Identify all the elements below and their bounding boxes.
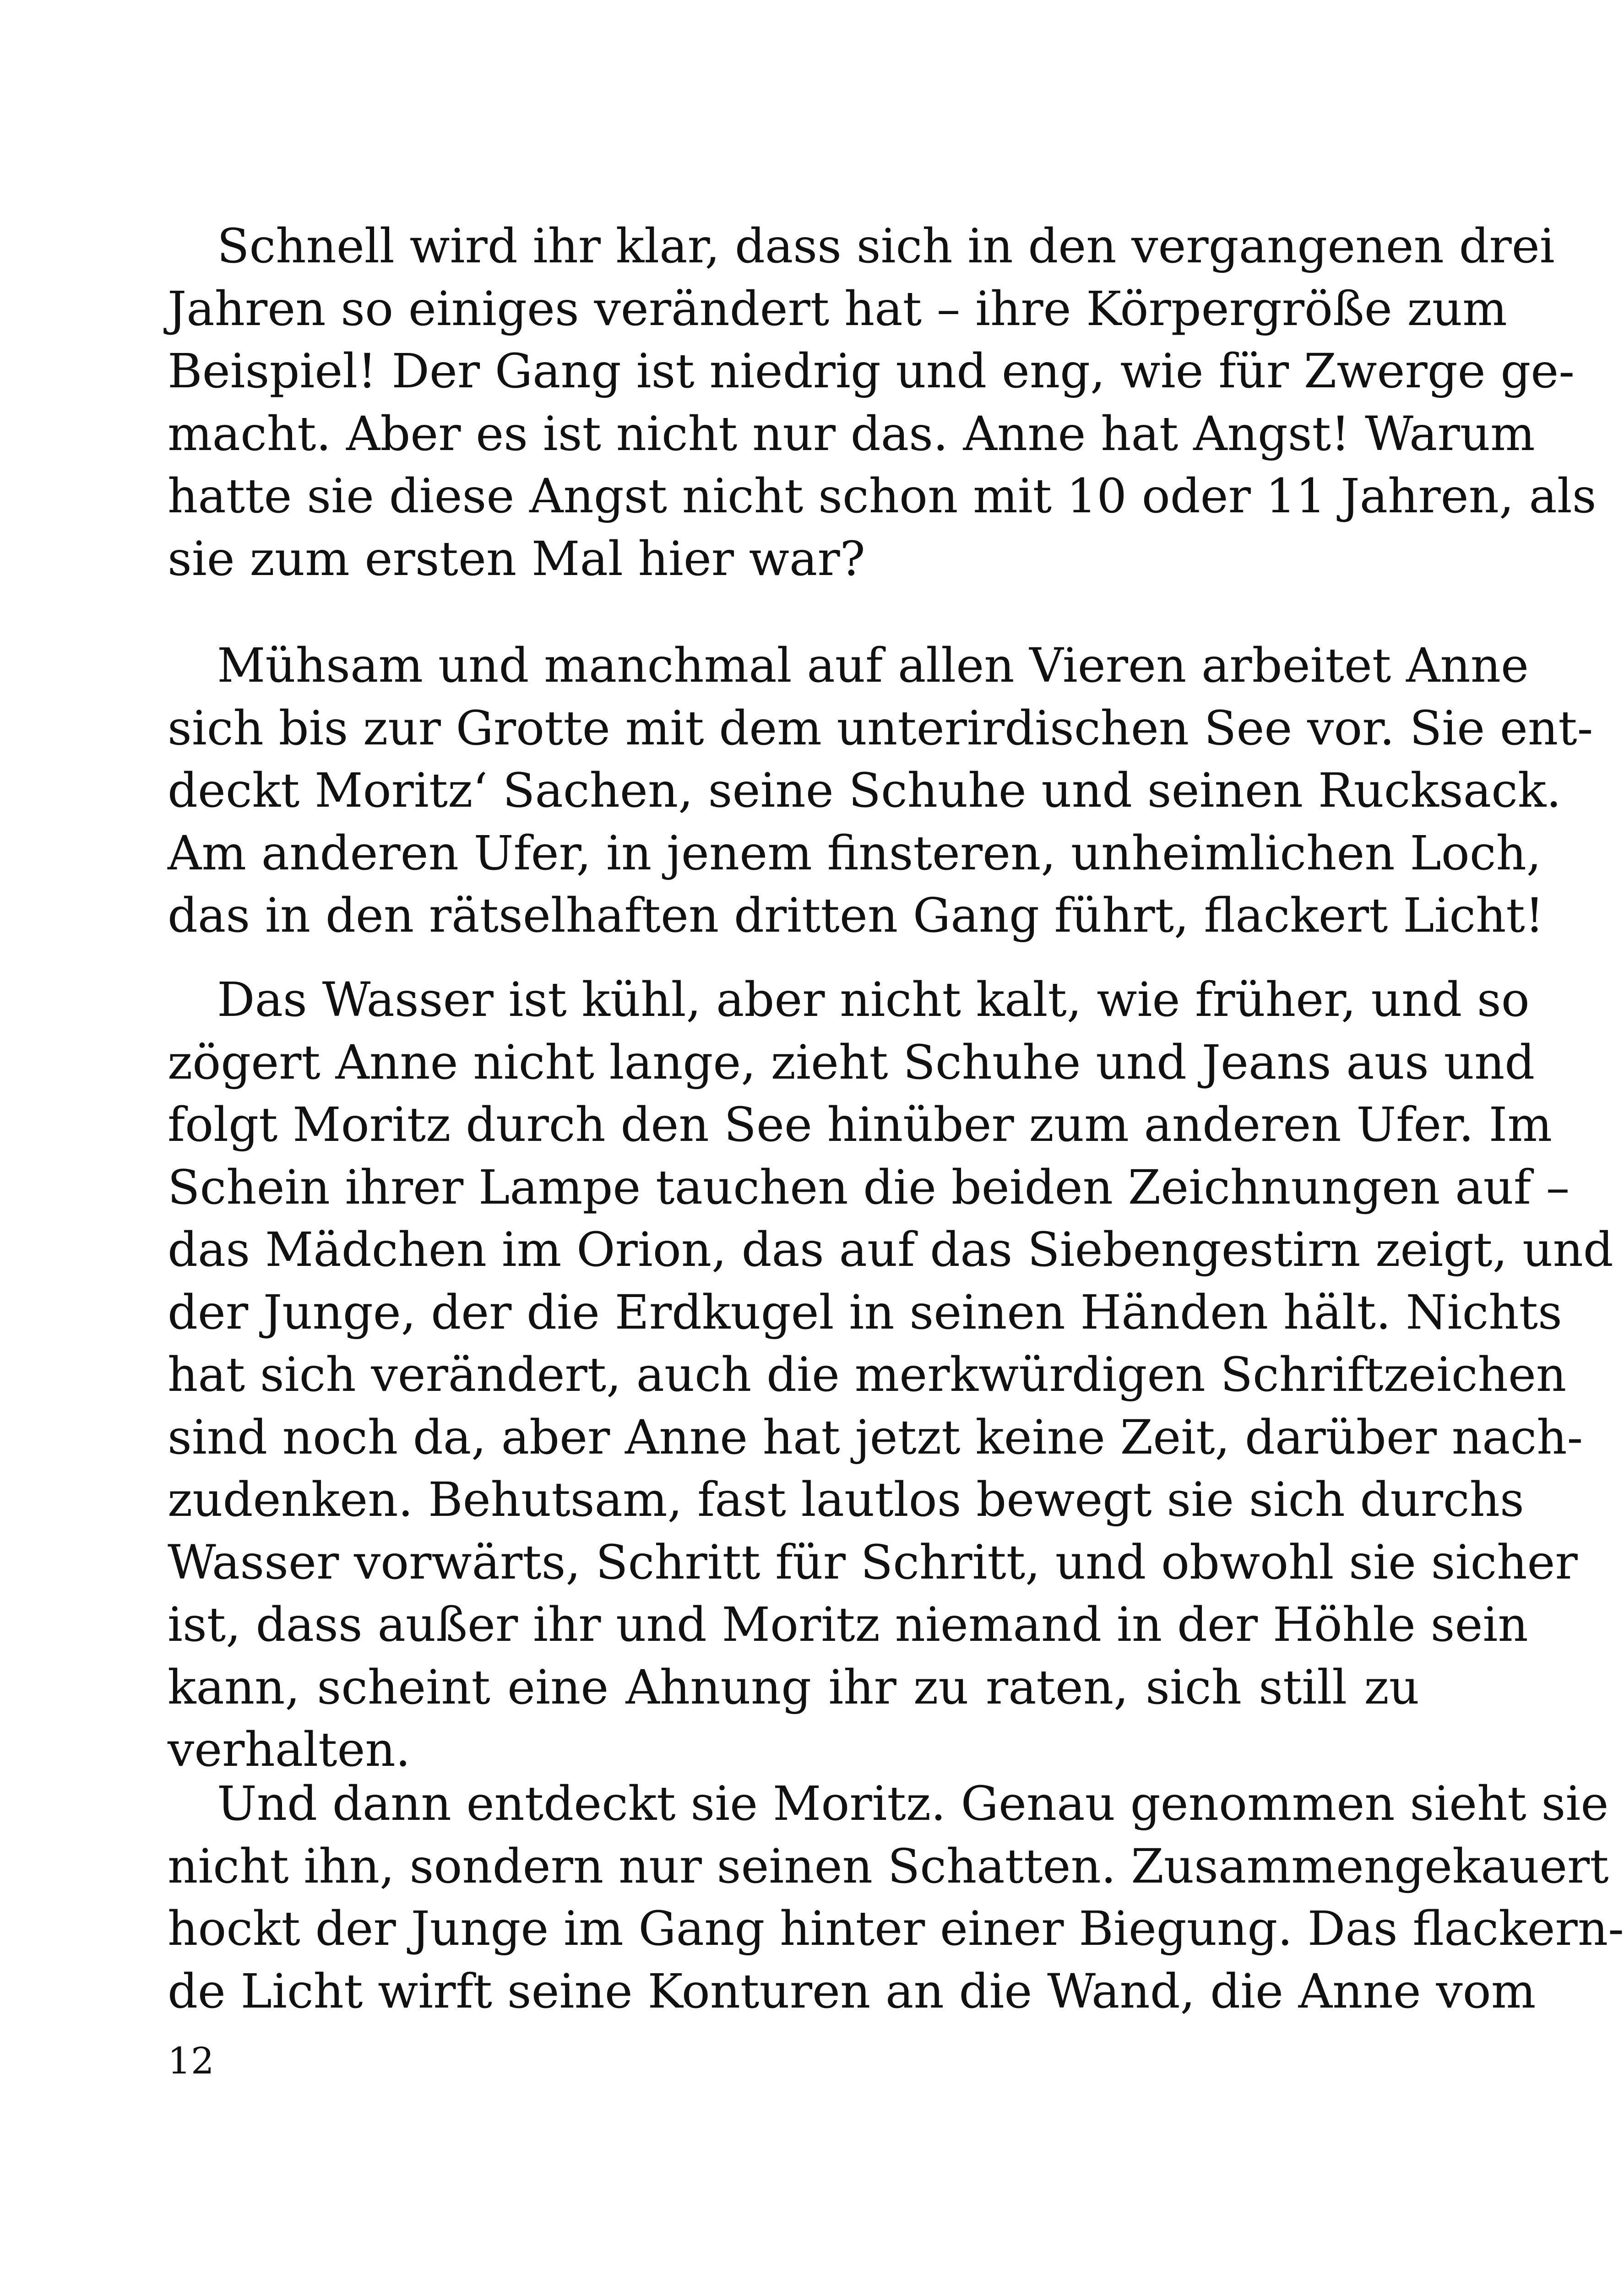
text-line: Mühsam und manchmal auf allen Vieren arbeitet Anne [217, 638, 1529, 693]
text-line: verhalten. [168, 1722, 411, 1777]
text-line: sie zum ersten Mal hier war? [168, 531, 865, 586]
text-line: Am anderen Ufer, in jenem finsteren, unheimlichen Loch, [168, 825, 1542, 881]
text-line: zögert Anne nicht lange, zieht Schuhe und Jeans aus und [168, 1035, 1535, 1090]
text-line: Beispiel! Der Gang ist niedrig und eng, wie für Zwerge ge- [168, 344, 1575, 399]
text-line: hatte sie diese Angst nicht schon mit 10 oder 11 Jahren, als [168, 469, 1597, 524]
text-line: folgt Moritz durch den See hinüber zum anderen Ufer. Im [168, 1097, 1553, 1152]
text-line: macht. Aber es ist nicht nur das. Anne hat Angst! Warum [168, 406, 1535, 461]
text-line: Jahren so einiges verändert hat – ihre Körpergröße zum [168, 281, 1507, 336]
paragraph-4 [168, 1773, 1624, 2023]
page-number: 12 [168, 2040, 214, 2082]
text-line: zudenken. Behutsam, fast lautlos bewegt sie sich durchs [168, 1472, 1524, 1527]
text-line: sind noch da, aber Anne hat jetzt keine Zeit, darüber nach- [168, 1410, 1583, 1465]
text-line: Schnell wird ihr klar, dass sich in den vergangenen drei [217, 219, 1555, 274]
text-line: das Mädchen im Orion, das auf das Siebengestirn zeigt, und [168, 1222, 1613, 1277]
text-line: de Licht wirft seine Konturen an die Wand, die Anne vom [168, 1964, 1536, 2019]
text-line: deckt Moritz‘ Sachen, seine Schuhe und seinen Rucksack. [168, 763, 1561, 818]
text-line: das in den rätselhaften dritten Gang führt, flackert Licht! [168, 888, 1544, 943]
text-line: sich bis zur Grotte mit dem unterirdischen See vor. Sie ent- [168, 700, 1593, 756]
paragraph-3 [168, 969, 1613, 1781]
text-line: hat sich verändert, auch die merkwürdigen Schriftzeichen [168, 1347, 1567, 1402]
text-line: Und dann entdeckt sie Moritz. Genau genommen sieht sie [217, 1776, 1609, 1831]
text-line: Schein ihrer Lampe tauchen die beiden Zeichnungen auf – [168, 1160, 1570, 1215]
text-line: hockt der Junge im Gang hinter einer Biegung. Das flackern- [168, 1901, 1624, 1956]
text-line: ist, dass außer ihr und Moritz niemand in der Höhle sein [168, 1597, 1528, 1652]
paragraph-2 [168, 635, 1593, 947]
paragraph-1 [168, 215, 1597, 590]
text-line: nicht ihn, sondern nur seinen Schatten. Zusammengekauert [168, 1839, 1609, 1894]
text-line: der Junge, der die Erdkugel in seinen Händen hält. Nichts [168, 1285, 1562, 1340]
text-line: Wasser vorwärts, Schritt für Schritt, und obwohl sie sicher [168, 1535, 1578, 1590]
text-line: kann, scheint eine Ahnung ihr zu raten, sich still zu [168, 1660, 1419, 1715]
text-line: Das Wasser ist kühl, aber nicht kalt, wie früher, und so [217, 972, 1530, 1027]
